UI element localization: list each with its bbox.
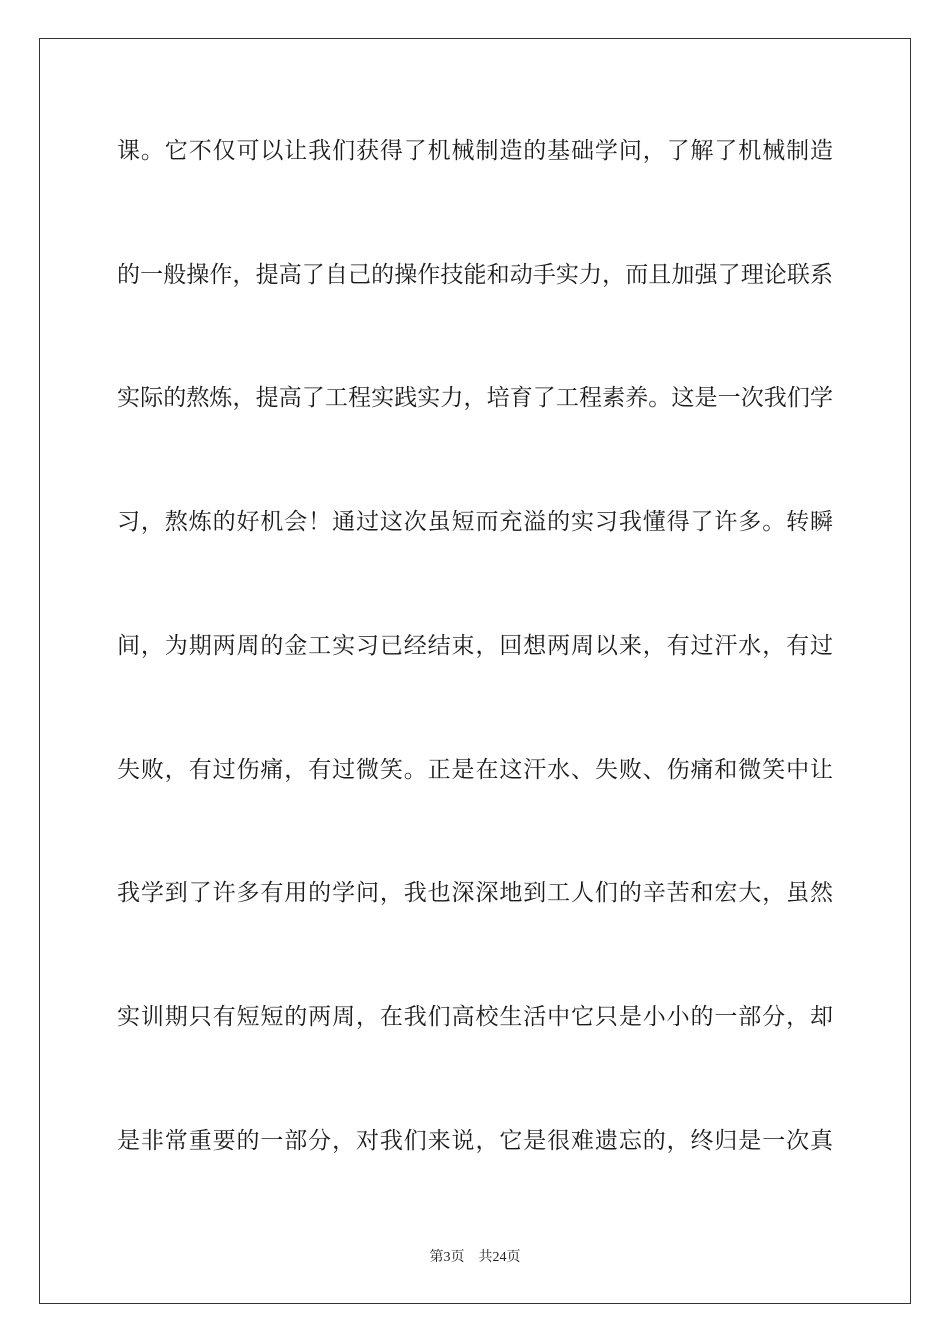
page-total: 共24页	[478, 1250, 521, 1265]
body-text-line: 是非常重要的一部分，对我们来说，它是很难遗忘的，终归是一次真	[117, 1128, 833, 1154]
page-border	[39, 38, 911, 1304]
body-text-line: 的一般操作，提高了自己的操作技能和动手实力，而且加强了理论联系	[117, 262, 833, 288]
body-text-line: 失败，有过伤痛，有过微笑。正是在这汗水、失败、伤痛和微笑中让	[117, 757, 833, 783]
page-footer	[0, 1246, 950, 1266]
page-number: 第3页	[429, 1250, 465, 1265]
body-text-line: 间，为期两周的金工实习已经结束，回想两周以来，有过汗水，有过	[117, 633, 833, 659]
body-text-line: 我学到了许多有用的学问，我也深深地到工人们的辛苦和宏大，虽然	[117, 880, 833, 906]
body-text-line: 习，熬炼的好机会！通过这次虽短而充溢的实习我懂得了许多。转瞬	[117, 509, 833, 535]
body-text-line: 实际的熬炼，提高了工程实践实力，培育了工程素养。这是一次我们学	[117, 385, 833, 411]
body-text-line: 实训期只有短短的两周，在我们高校生活中它只是小小的一部分，却	[117, 1004, 833, 1030]
body-text-line: 课。它不仅可以让我们获得了机械制造的基础学问，了解了机械制造	[117, 138, 833, 164]
